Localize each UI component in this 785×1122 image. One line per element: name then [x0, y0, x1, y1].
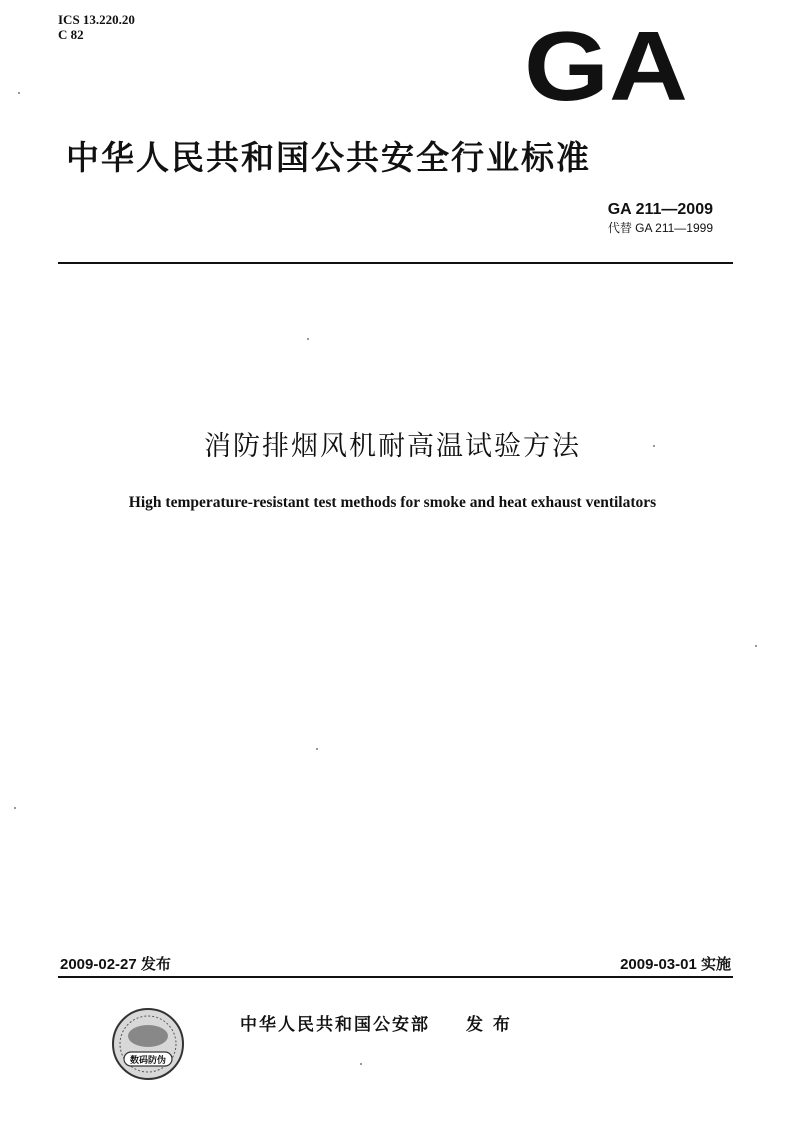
- footer-divider: [58, 976, 733, 978]
- agency-title: 中华人民共和国公共安全行业标准: [66, 138, 591, 177]
- scan-speck: [316, 748, 318, 750]
- publisher-name: 中华人民共和国公安部: [240, 1015, 430, 1035]
- document-title-chinese: 消防排烟风机耐高温试验方法: [204, 431, 581, 462]
- publisher-line: [240, 1010, 512, 1035]
- ccs-code: C 82: [58, 27, 84, 42]
- implementation-date: 2009-03-01 实施: [620, 956, 731, 973]
- scan-speck: [14, 807, 16, 809]
- scan-speck: [755, 645, 757, 647]
- seal-text: 数码防伪: [129, 1056, 167, 1066]
- standard-number-block: [608, 200, 713, 236]
- ga-logo-text: GA: [524, 20, 688, 104]
- scan-speck: [360, 1063, 362, 1065]
- document-title-english: High temperature-resistant test methods for smoke and heat exhaust ventilators: [128, 494, 657, 511]
- ics-code: ICS 13.220.20: [58, 12, 135, 27]
- scan-speck: [307, 338, 309, 340]
- publisher-issue-word: 发 布: [466, 1015, 512, 1035]
- header-divider: [58, 262, 733, 264]
- scan-speck: [18, 92, 20, 94]
- scan-speck: [653, 445, 655, 447]
- standard-number: GA 211—2009: [607, 201, 713, 218]
- issue-date: 2009-02-27 发布: [60, 956, 171, 973]
- replaces-standard: 代替 GA 211—1999: [607, 221, 713, 235]
- classification-codes: [58, 12, 135, 42]
- anti-counterfeit-seal: [110, 1006, 186, 1082]
- ga-logo: [522, 20, 690, 104]
